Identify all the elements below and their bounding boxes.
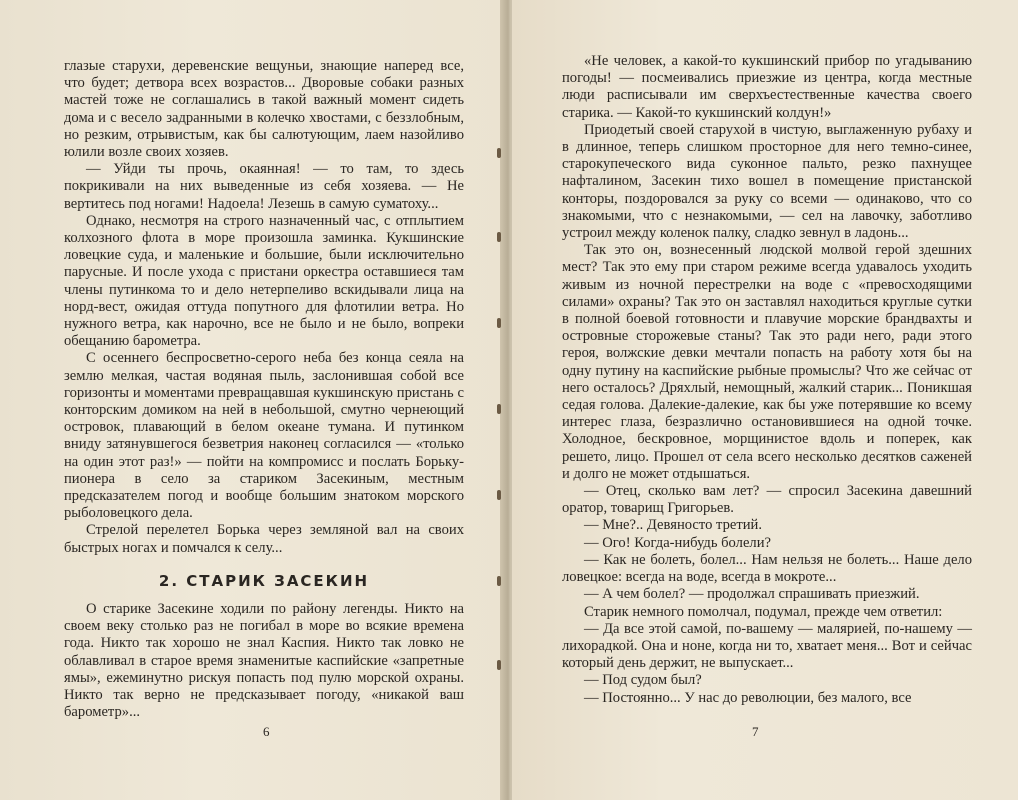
paragraph: Стрелой перелетел Борька через земляной вал на своих быстрых ногах и помчался к селу... [64, 522, 464, 556]
paragraph: Так это он, вознесенный людской молвой герой здешних мест? Так это ему при старом режиме всегда удавалось уходить живым из ночной перестрелки на воде с «превосходящими силами» охраны? Так это он заставлял находиться круглые сутки в полной боевой готовности и плавучие морские брандвахты и островные сторожевые станы? Так это ради него, ради этого героя, волжские девки мечтали попасть на работу хотя бы на одну путину на каспийские рыбные промыслы? Что же сейчас от него осталось? Дряхлый, немощный, жалкий старик... Поникшая седая голова. Далекие-далекие, как бы уже потерявшие ко всему интерес глаза, безразлично остановившиеся на одной точке. Холодное, бескровное, морщинистое вдоль и поперек, как решето, лицо. Прошел от села всего несколько десятков саженей и долго не может отдышаться. [562, 242, 972, 482]
page-number-right: 7 [752, 724, 759, 739]
left-page [0, 0, 506, 800]
paragraph: — Да все этой самой, по-вашему — малярией, по-нашему — лихорадкой. Она и ноне, когда ни то, хватает меня... Вот и сейчас который день держит, не выпускает... [562, 620, 972, 672]
binding-stitch [497, 576, 501, 586]
paragraph: — Под судом был? [584, 672, 702, 689]
paragraph: Однако, несмотря на строго назначенный час, с отплытием колхозного флота в море произошла заминка. Кукшинские ловецкие суда, и маленькие и большие, были исключительно парусные. И после ухода с пристани оркестра оставшиеся там члены путинкома то и дело нетерпеливо вскидывали лица на норд-вест, ожидая оттуда попутного для флотилии ветра. Но нужного ветра, как нарочно, все не было и не было, вопреки обещанию барометра. [64, 212, 464, 350]
paragraph: «Не человек, а какой-то кукшинский прибор по угадыванию погоды! — посмеивались приезжие из центра, когда местные люди расписывали им сверхъестественные качества своего старика. — Какой-то кукшинский колдун!» [562, 53, 972, 121]
binding-stitch [497, 404, 501, 414]
paragraph: — Ого! Когда-нибудь болели? [584, 534, 771, 551]
paragraph: — Постоянно... У нас до революции, без малого, все [584, 689, 912, 706]
paragraph: — Уйди ты прочь, окаянная! — то там, то здесь покрикивали на них выведенные из себя хозяева. — Не вертитесь под ногами! Надоела! Лезешь в самую суматоху... [64, 161, 464, 212]
left-page-text-bottom [64, 601, 464, 721]
page-number-left: 6 [263, 724, 270, 739]
right-page-text [562, 53, 972, 707]
chapter-heading: 2. СТАРИК ЗАСЕКИН [158, 572, 370, 590]
paragraph: О старике Засекине ходили по району легенды. Никто на своем веку столько раз не погибал в море во всякие времена года. Никто так хорошо не знал Каспия. Никто так ловко не облавливал в старое время знаменитые каспийские «запретные ямы», ежеминутно рискуя попасть под пулю морской охраны. Никто так верно не предсказывает погоду, «никакой ваш барометр»... [64, 601, 464, 721]
binding-stitch [497, 490, 501, 500]
binding-stitch [497, 318, 501, 328]
paragraph: С осеннего беспросветно-серого неба без конца сеяла на землю мелкая, частая водяная пыль, заслонившая собой все горизонты и моментами превращавшая кукшинскую пристань с конторским домиком на ней в небольшой, смутно чернеющий островок, плавающий в белом океане тумана. И путинком вниду затянувшегося безветрия наконец согласился — «только на один этот раз!» — пойти на компромисс и послать Борьку-пионера в село за стариком Засекиным, местным предсказателем погод и вообще большим знатоком морского рыболовецкого дела. [64, 350, 464, 522]
binding-stitch [497, 232, 501, 242]
binding-stitch [497, 660, 501, 670]
binding-stitch [497, 148, 501, 158]
paragraph: — Отец, сколько вам лет? — спросил Засекина давешний оратор, товарищ Григорьев. [562, 483, 972, 517]
paragraph: глазые старухи, деревенские вещуньи, знающие наперед все, что будет; детвора всех возрастов... Дворовые собаки разных мастей тоже не соглашались в такой важный момент сидеть дома и с весело задранными в колечко хвостами, с беззлобным, но резким, отрывистым, как бы салютующим, лаем назойливо юлили возле своих хозяев. [64, 58, 464, 161]
paragraph: Приодетый своей старухой в чистую, выглаженную рубаху и в длинное, теперь слишком просторное для него темно-синее, старокупеческого вида суконное пальто, резко пахнущее нафталином, Засекин тихо вошел в помещение пристанской конторы, поздоровался за руку со всеми — одинаково, что со знакомыми, что с незнакомыми, — сел на лавочку, заботливо устроил между коленок палку, сладко зевнул в ладонь... [562, 121, 972, 242]
paragraph: — Мне?.. Девяносто третий. [584, 517, 763, 534]
paragraph: — Как не болеть, болел... Нам нельзя не болеть... Наше дело ловецкое: всегда на воде, всегда в мокроте... [562, 551, 972, 586]
paragraph: — А чем болел? — продолжал спрашивать приезжий. [584, 586, 920, 603]
paragraph: Старик немного помолчал, подумал, прежде чем ответил: [584, 603, 943, 620]
left-page-text-top [64, 58, 464, 557]
right-page [512, 0, 1018, 800]
